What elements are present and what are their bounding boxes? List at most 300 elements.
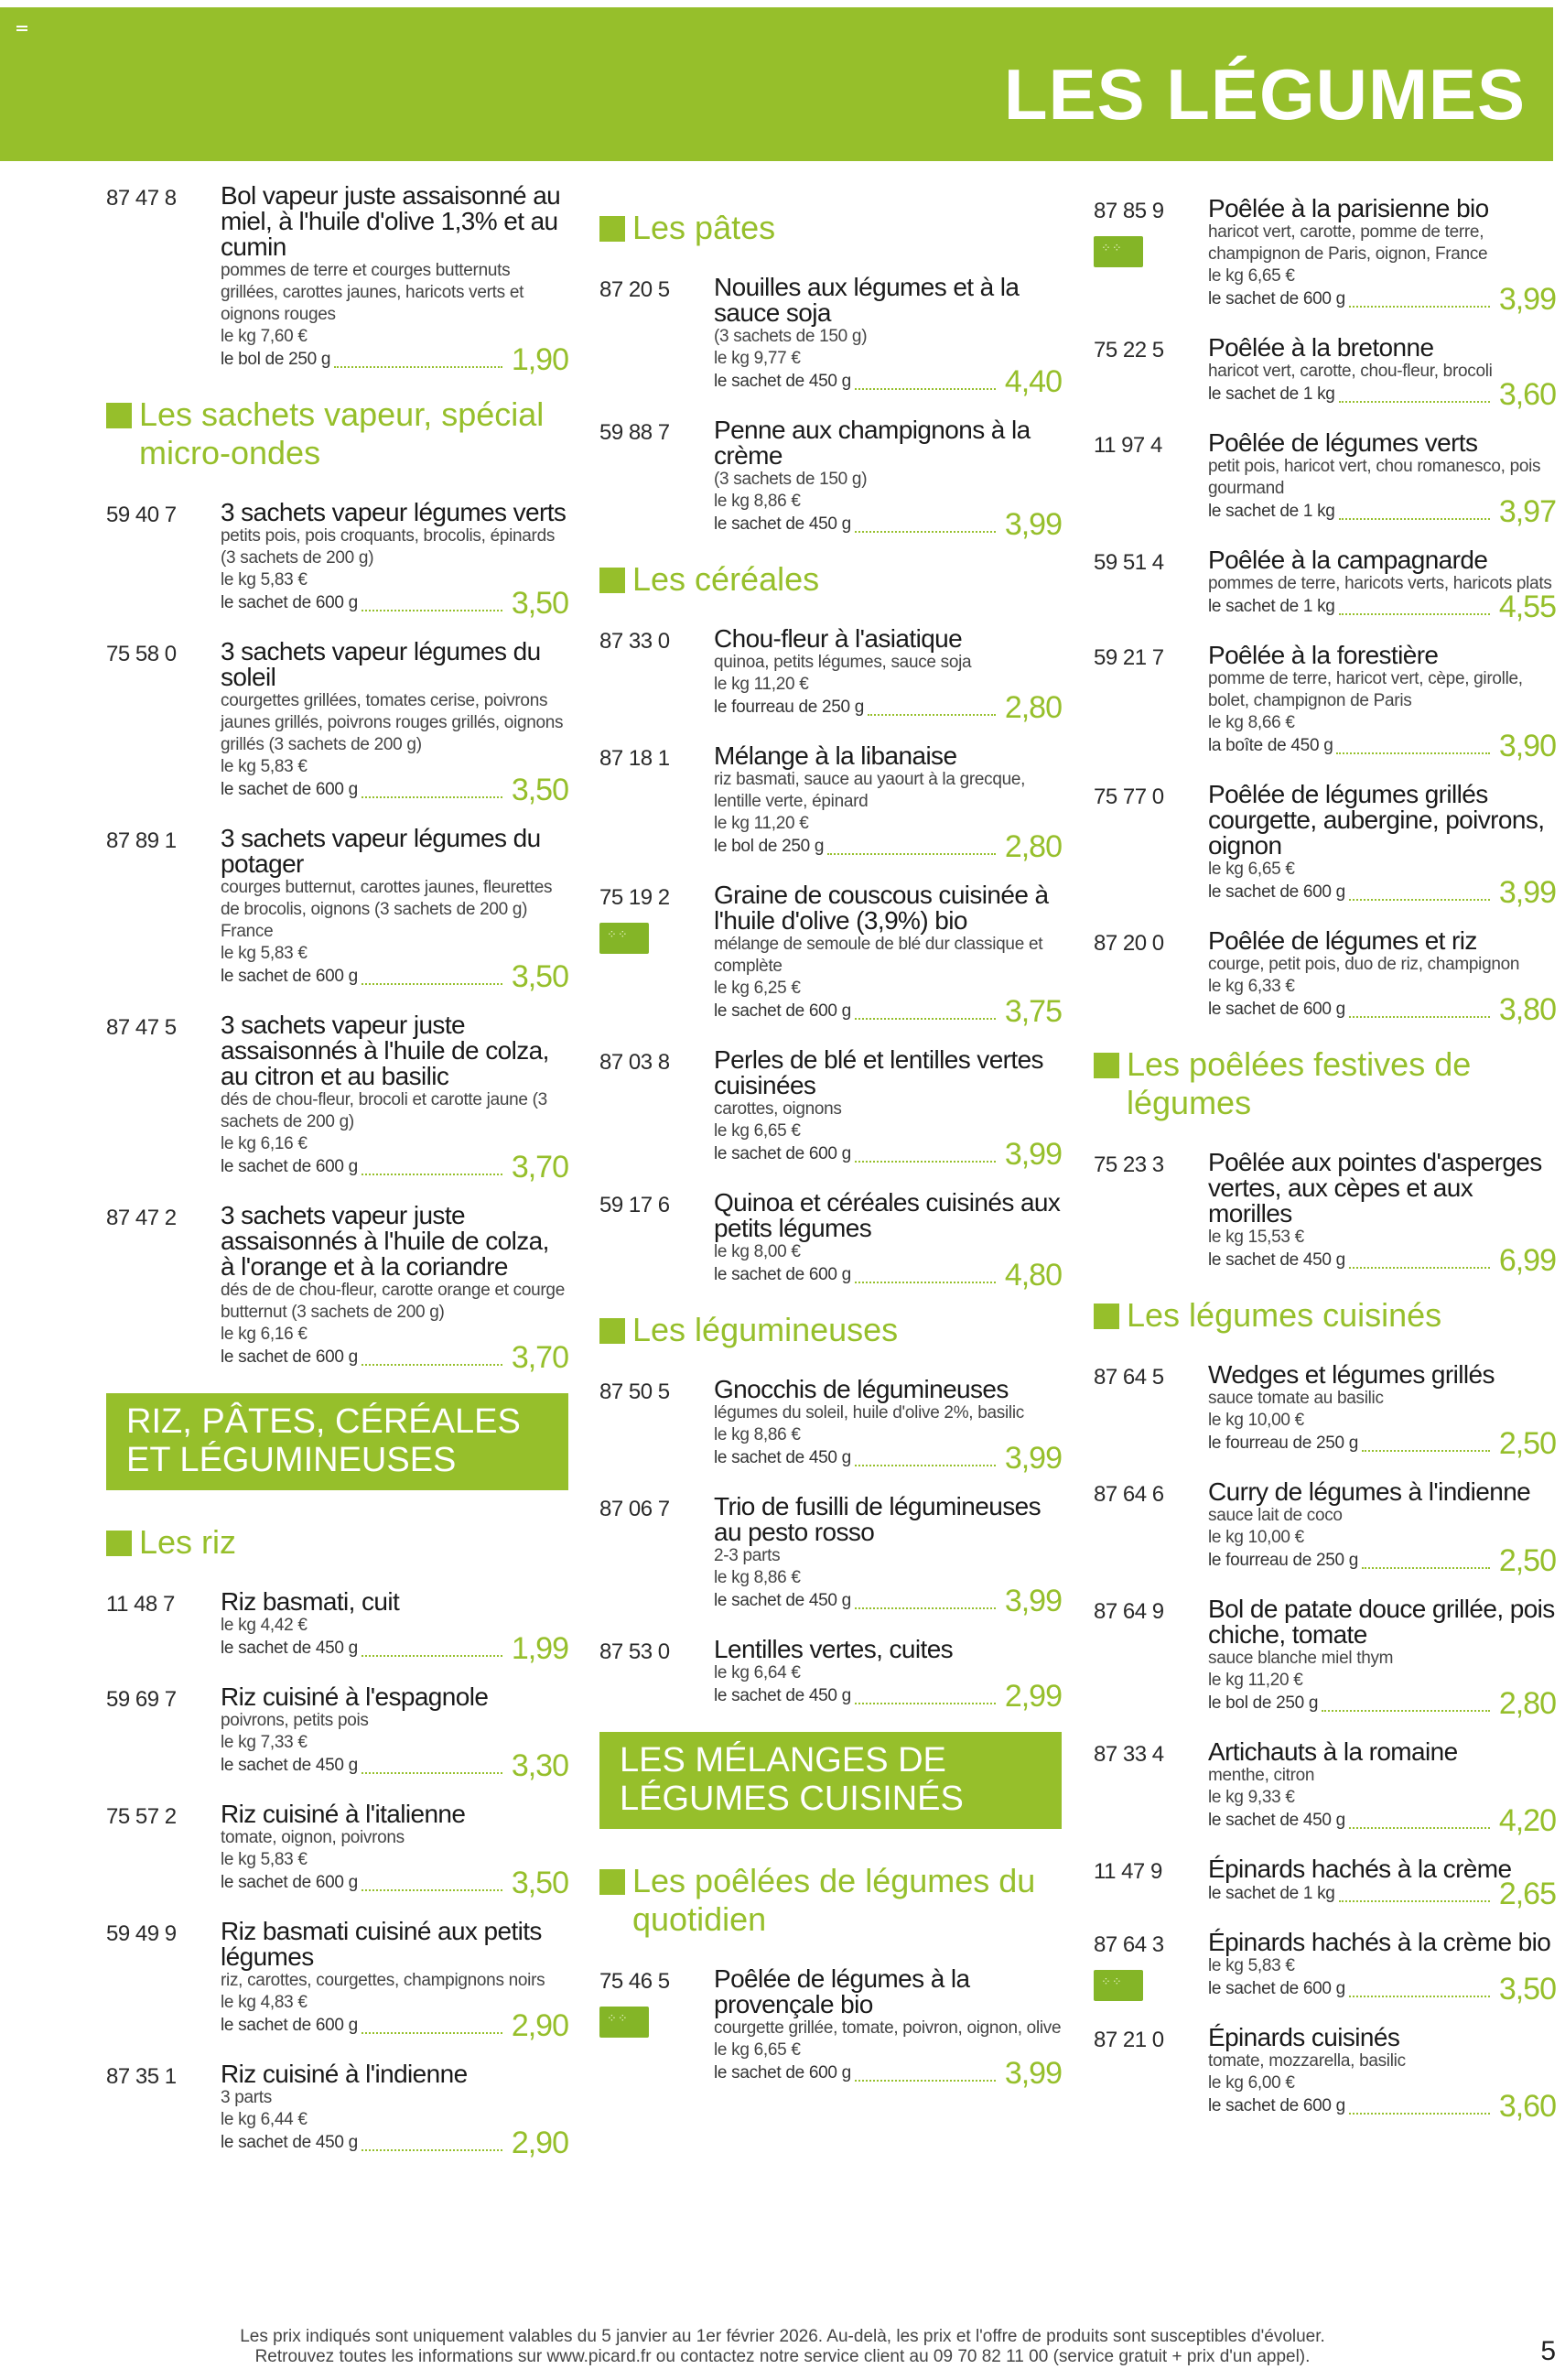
product-item <box>106 637 568 807</box>
price: 3,99 <box>1004 1441 1062 1476</box>
unit-label: le sachet de 600 g <box>221 1347 358 1367</box>
price: 4,80 <box>1004 1258 1062 1293</box>
price-line <box>714 1441 1062 1476</box>
price: 3,50 <box>1498 1972 1556 2007</box>
category-banner-melanges: LES MÉLANGES DE LÉGUMES CUISINÉS <box>599 1732 1062 1829</box>
product-code: 11 97 4 <box>1094 433 1162 458</box>
product-name: Penne aux champignons à la crème <box>714 416 1031 470</box>
price-line <box>221 1340 568 1375</box>
product-name: Graine de couscous cuisinée à l'huile d'olive (3,9%) bio <box>714 881 1049 935</box>
price-per-kg: le kg 11,20 € <box>1208 1671 1303 1690</box>
product-item <box>1094 641 1556 763</box>
product-item <box>599 1188 1062 1293</box>
price-line <box>1208 494 1556 529</box>
price-per-kg: le kg 7,60 € <box>221 327 308 346</box>
price-per-kg: le kg 10,00 € <box>1208 1411 1304 1430</box>
section-title: Les poêlées de légumes du quotidien <box>632 1862 1036 1938</box>
section-title: Les riz <box>139 1523 237 1561</box>
product-name: Poêlée à la campagnarde <box>1208 546 1488 574</box>
product-item <box>1094 1737 1556 1838</box>
product-name: Artichauts à la romaine <box>1208 1737 1458 1766</box>
product-item <box>106 824 568 994</box>
product-item <box>599 1964 1062 2091</box>
section-title: Les céréales <box>632 560 820 598</box>
unit-label: le sachet de 450 g <box>221 1639 358 1658</box>
footer-line-2: Retrouvez toutes les informations sur www.picard.fr ou contactez notre service client au 09 70 82 11 00 (service gratuit + prix d'un appel). <box>254 2347 1311 2366</box>
product-detail: tomate, mozzarella, basilic <box>1208 2051 1406 2071</box>
price-per-kg: le kg 11,20 € <box>714 675 809 694</box>
product-code: 87 64 3 <box>1094 1932 1164 1957</box>
product-item <box>1094 780 1556 910</box>
price-line <box>221 1150 568 1185</box>
section-legumineuses <box>599 1311 1062 1349</box>
unit-label: le sachet de 450 g <box>714 1591 851 1610</box>
product-name: Riz basmati, cuit <box>221 1587 400 1616</box>
price: 2,80 <box>1004 829 1062 864</box>
price: 3,90 <box>1498 729 1556 763</box>
section-bullet-icon <box>599 1869 625 1895</box>
price: 2,90 <box>511 2126 568 2160</box>
section-bullet-icon <box>1094 1053 1119 1078</box>
price: 3,70 <box>511 1150 568 1185</box>
price-line <box>221 342 568 377</box>
unit-label: le sachet de 600 g <box>1208 289 1345 308</box>
unit-label: le sachet de 600 g <box>221 593 358 612</box>
footer-line-1: Les prix indiqués sont uniquement valables du 5 janvier au 1er février 2026. Au-delà, les prix et l'offre de produits sont susceptibles d'évoluer. <box>240 2327 1325 2346</box>
product-item <box>106 2060 568 2160</box>
unit-label: le fourreau de 250 g <box>1208 1433 1359 1453</box>
price: 3,50 <box>511 586 568 621</box>
price-line <box>1208 1877 1556 1911</box>
price-line <box>1208 1426 1556 1461</box>
product-code: 75 22 5 <box>1094 338 1164 362</box>
price: 6,99 <box>1498 1243 1556 1278</box>
product-item <box>599 1635 1062 1714</box>
product-detail: légumes du soleil, huile d'olive 2%, basilic <box>714 1403 1024 1423</box>
price-per-kg: le kg 8,86 € <box>714 1425 801 1444</box>
product-name: Curry de légumes à l'indienne <box>1208 1477 1531 1506</box>
price-line <box>1208 2089 1556 2124</box>
product-detail: mélange de semoule de blé dur classique et complète <box>714 935 1043 976</box>
unit-label: le sachet de 450 g <box>221 2133 358 2152</box>
price: 3,60 <box>1498 2089 1556 2124</box>
product-name: Épinards hachés à la crème <box>1208 1855 1512 1883</box>
section-title: Les légumes cuisinés <box>1127 1296 1442 1334</box>
unit-label: le sachet de 600 g <box>221 2016 358 2035</box>
section-cereales <box>599 560 1062 599</box>
section-title: Les sachets vapeur, spécial micro-ondes <box>139 395 545 471</box>
product-item <box>599 1045 1062 1172</box>
product-code: 75 58 0 <box>106 642 177 666</box>
unit-label: le bol de 250 g <box>221 350 331 369</box>
product-detail: haricot vert, carotte, pomme de terre, champignon de Paris, oignon, France <box>1208 222 1488 264</box>
product-code: 87 35 1 <box>106 2064 177 2089</box>
product-name: Poêlée de légumes à la provençale bio <box>714 1964 970 2018</box>
product-name: Wedges et légumes grillés <box>1208 1360 1495 1389</box>
product-item <box>1094 1360 1556 1461</box>
product-code: 87 47 2 <box>106 1206 177 1230</box>
unit-label: le sachet de 600 g <box>714 2063 851 2082</box>
product-item <box>106 1011 568 1185</box>
price-line <box>1208 1686 1556 1721</box>
price-per-kg: le kg 9,33 € <box>1208 1788 1295 1807</box>
section-bullet-icon <box>106 1531 132 1556</box>
product-detail: courges butternut, carottes jaunes, fleurettes de brocolis, oignons (3 sachets de 200 g) France <box>221 878 553 941</box>
category-banner-riz: RIZ, PÂTES, CÉRÉALES ET LÉGUMINEUSES <box>106 1393 568 1490</box>
product-code: 59 17 6 <box>599 1193 670 1217</box>
price-line <box>221 1631 568 1666</box>
price: 4,55 <box>1498 590 1556 624</box>
section-bullet-icon <box>106 403 132 428</box>
product-detail: (3 sachets de 150 g) <box>714 470 868 489</box>
price: 3,99 <box>1004 2056 1062 2091</box>
price-per-kg: le kg 6,65 € <box>1208 266 1295 286</box>
product-item <box>599 1492 1062 1618</box>
product-detail: sauce blanche miel thym <box>1208 1649 1394 1668</box>
product-detail: courgette grillée, tomate, poivron, oignon, olive <box>714 2018 1062 2038</box>
product-code: 87 47 5 <box>106 1015 177 1040</box>
product-code: 59 49 9 <box>106 1921 177 1946</box>
unit-label: le sachet de 1 kg <box>1208 502 1335 521</box>
price: 3,97 <box>1498 494 1556 529</box>
price: 3,99 <box>1004 1584 1062 1618</box>
price-per-kg: le kg 6,64 € <box>714 1663 801 1682</box>
product-code: 87 64 9 <box>1094 1599 1164 1624</box>
price-line <box>1208 282 1556 317</box>
product-item <box>1094 194 1556 317</box>
price-per-kg: le kg 15,53 € <box>1208 1228 1304 1247</box>
product-code: 87 50 5 <box>599 1379 670 1404</box>
price: 3,99 <box>1498 875 1556 910</box>
unit-label: le sachet de 1 kg <box>1208 1884 1335 1903</box>
product-code: 87 21 0 <box>1094 2028 1164 2052</box>
product-detail: dés de chou-fleur, brocoli et carotte jaune (3 sachets de 200 g) <box>221 1090 547 1131</box>
price-per-kg: le kg 8,86 € <box>714 492 801 511</box>
product-detail: riz, carottes, courgettes, champignons noirs <box>221 1971 545 1990</box>
product-detail: quinoa, petits légumes, sauce soja <box>714 653 972 672</box>
product-name: Riz cuisiné à l'indienne <box>221 2060 468 2088</box>
section-poelees-festives <box>1094 1045 1556 1122</box>
price: 3,99 <box>1498 282 1556 317</box>
section-legumes-cuisines <box>1094 1296 1556 1335</box>
section-riz <box>106 1523 568 1562</box>
product-name: Trio de fusilli de légumineuses au pesto rosso <box>714 1492 1041 1546</box>
footer-legal <box>0 2327 1565 2367</box>
unit-label: le bol de 250 g <box>1208 1693 1319 1713</box>
product-code: 87 85 9 <box>1094 199 1164 223</box>
product-name: Poêlée à la forestière <box>1208 641 1439 669</box>
product-code: 59 69 7 <box>106 1687 177 1712</box>
price-per-kg: le kg 5,83 € <box>221 570 308 590</box>
product-name: Épinards hachés à la crème bio <box>1208 1928 1551 1956</box>
unit-label: le bol de 250 g <box>714 837 825 856</box>
unit-label: le sachet de 600 g <box>221 1873 358 1892</box>
price-line <box>714 507 1062 542</box>
product-detail: petits pois, pois croquants, brocolis, épinards (3 sachets de 200 g) <box>221 526 556 568</box>
unit-label: le sachet de 600 g <box>1208 1000 1345 1019</box>
product-item <box>106 1201 568 1375</box>
price: 2,90 <box>511 2008 568 2043</box>
price-line <box>1208 729 1556 763</box>
product-item <box>1094 333 1556 412</box>
price-line <box>714 829 1062 864</box>
unit-label: le fourreau de 250 g <box>714 698 865 717</box>
product-code: 11 48 7 <box>106 1592 175 1617</box>
price-per-kg: le kg 5,83 € <box>221 757 308 776</box>
unit-label: le sachet de 1 kg <box>1208 597 1335 616</box>
price-per-kg: le kg 10,00 € <box>1208 1528 1304 1547</box>
product-code: 87 47 8 <box>106 186 177 211</box>
price-line <box>221 1866 568 1900</box>
price-line <box>221 773 568 807</box>
price-per-kg: le kg 9,77 € <box>714 349 801 368</box>
product-item <box>599 624 1062 725</box>
product-name: Riz cuisiné à l'italienne <box>221 1800 466 1828</box>
price-per-kg: le kg 6,65 € <box>714 2040 801 2060</box>
product-item <box>1094 1477 1556 1578</box>
price: 2,50 <box>1498 1543 1556 1578</box>
bio-label-icon: ⁘⁘ <box>1094 1970 1143 2001</box>
price-per-kg: le kg 7,33 € <box>221 1733 308 1752</box>
section-title: Les pâtes <box>632 209 776 246</box>
unit-label: le sachet de 450 g <box>1208 1811 1345 1830</box>
price-line <box>714 2056 1062 2091</box>
product-name: Gnocchis de légumineuses <box>714 1375 1009 1403</box>
product-code: 59 21 7 <box>1094 645 1164 670</box>
price-line <box>714 1584 1062 1618</box>
price-line <box>1208 992 1556 1027</box>
product-item <box>106 1682 568 1783</box>
product-code: 75 77 0 <box>1094 784 1164 809</box>
product-name: Épinards cuisinés <box>1208 2023 1400 2051</box>
price: 2,80 <box>1004 690 1062 725</box>
unit-label: le sachet de 600 g <box>221 1157 358 1176</box>
unit-label: le sachet de 600 g <box>221 780 358 799</box>
bio-label-icon: ⁘⁘ <box>1094 236 1143 267</box>
product-name: 3 sachets vapeur légumes du soleil <box>221 637 541 691</box>
price-per-kg: le kg 4,42 € <box>221 1616 308 1635</box>
unit-label: le sachet de 600 g <box>1208 2096 1345 2115</box>
price: 2,65 <box>1498 1877 1556 1911</box>
price-per-kg: le kg 8,66 € <box>1208 713 1295 732</box>
price-per-kg: le kg 6,65 € <box>1208 860 1295 879</box>
product-item <box>599 416 1062 542</box>
product-item <box>1094 1595 1556 1721</box>
price-line <box>1208 1243 1556 1278</box>
product-code: 87 53 0 <box>599 1639 670 1664</box>
price-line <box>1208 590 1556 624</box>
product-item <box>599 1375 1062 1476</box>
section-pates <box>599 209 1062 247</box>
price-line <box>714 690 1062 725</box>
product-name: Chou-fleur à l'asiatique <box>714 624 963 653</box>
section-poelees-quotidien <box>599 1862 1062 1939</box>
product-code: 75 19 2 <box>599 885 670 910</box>
price-line <box>221 586 568 621</box>
product-detail: petit pois, haricot vert, chou romanesco, pois gourmand <box>1208 457 1541 498</box>
product-item <box>106 1587 568 1666</box>
product-detail: (3 sachets de 150 g) <box>714 327 868 346</box>
product-detail: dés de de chou-fleur, carotte orange et courge butternut (3 sachets de 200 g) <box>221 1281 565 1322</box>
price: 3,50 <box>511 1866 568 1900</box>
product-item <box>1094 926 1556 1027</box>
section-bullet-icon <box>599 568 625 593</box>
unit-label: le sachet de 600 g <box>221 967 358 986</box>
price: 3,50 <box>511 773 568 807</box>
unit-label: le sachet de 600 g <box>714 1001 851 1021</box>
bio-label-icon: ⁘⁘ <box>599 923 649 954</box>
price: 3,50 <box>511 959 568 994</box>
product-detail: menthe, citron <box>1208 1766 1315 1785</box>
price-per-kg: le kg 11,20 € <box>714 814 809 833</box>
product-name: Bol vapeur juste assaisonné au miel, à l'huile d'olive 1,3% et au cumin <box>221 181 561 261</box>
price-per-kg: le kg 8,00 € <box>714 1242 801 1261</box>
price: 2,50 <box>1498 1426 1556 1461</box>
price: 3,30 <box>511 1748 568 1783</box>
product-name: Mélange à la libanaise <box>714 741 957 770</box>
product-name: 3 sachets vapeur légumes verts <box>221 498 567 526</box>
price-per-kg: le kg 6,00 € <box>1208 2073 1295 2093</box>
product-item <box>106 1917 568 2043</box>
section-sachets-vapeur <box>106 395 568 472</box>
product-code: 87 03 8 <box>599 1050 670 1075</box>
product-name: 3 sachets vapeur juste assaisonnés à l'huile de colza, à l'orange et à la coriandre <box>221 1201 549 1281</box>
product-code: 75 46 5 <box>599 1969 670 1994</box>
price-per-kg: le kg 6,25 € <box>714 979 801 998</box>
price-line <box>1208 1803 1556 1838</box>
page-number: 5 <box>1540 2336 1556 2366</box>
product-code: 75 57 2 <box>106 1804 177 1829</box>
price: 3,99 <box>1004 1137 1062 1172</box>
price: 3,70 <box>511 1340 568 1375</box>
product-name: Lentilles vertes, cuites <box>714 1635 954 1663</box>
price-line <box>714 364 1062 399</box>
product-detail: poivrons, petits pois <box>221 1711 369 1730</box>
price-line <box>714 1137 1062 1172</box>
unit-label: le sachet de 600 g <box>714 1144 851 1163</box>
product-detail: pommes de terre, haricots verts, haricots plats <box>1208 574 1552 593</box>
product-detail: carottes, oignons <box>714 1099 842 1119</box>
bio-label-icon: ⁘⁘ <box>599 2007 649 2038</box>
price: 2,80 <box>1498 1686 1556 1721</box>
product-code: 11 47 9 <box>1094 1859 1162 1884</box>
price-line <box>221 2008 568 2043</box>
price: 3,75 <box>1004 994 1062 1029</box>
price-per-kg: le kg 5,83 € <box>1208 1956 1295 1975</box>
price: 4,40 <box>1004 364 1062 399</box>
unit-label: le sachet de 600 g <box>1208 1979 1345 1998</box>
unit-label: le sachet de 450 g <box>1208 1250 1345 1270</box>
product-name: Poêlée de légumes et riz <box>1208 926 1477 955</box>
price: 3,99 <box>1004 507 1062 542</box>
product-item <box>1094 1928 1556 2007</box>
price-line <box>714 1258 1062 1293</box>
unit-label: le fourreau de 250 g <box>1208 1551 1359 1570</box>
product-code: 87 20 5 <box>599 277 670 302</box>
product-name: 3 sachets vapeur légumes du potager <box>221 824 541 878</box>
price-per-kg: le kg 5,83 € <box>221 944 308 963</box>
product-detail: pommes de terre et courges butternuts grillées, carottes jaunes, haricots verts et oignons rouges <box>221 261 524 324</box>
price-line <box>1208 1543 1556 1578</box>
price-line <box>221 2126 568 2160</box>
price-per-kg: le kg 8,86 € <box>714 1568 801 1587</box>
price-line <box>221 1748 568 1783</box>
unit-label: le sachet de 1 kg <box>1208 384 1335 404</box>
price: 3,60 <box>1498 377 1556 412</box>
price: 2,99 <box>1004 1679 1062 1714</box>
product-item <box>1094 1148 1556 1278</box>
product-code: 59 40 7 <box>106 503 177 527</box>
menu-icon[interactable] <box>16 26 27 33</box>
product-code: 87 06 7 <box>599 1497 670 1521</box>
column-1 <box>106 183 568 2179</box>
section-title: Les légumineuses <box>632 1311 899 1348</box>
price-line <box>221 959 568 994</box>
price-line <box>1208 875 1556 910</box>
product-item <box>1094 2023 1556 2124</box>
price: 1,99 <box>511 1631 568 1666</box>
price-per-kg: le kg 6,44 € <box>221 2110 308 2129</box>
product-item <box>599 741 1062 864</box>
price-line <box>714 994 1062 1029</box>
price-line <box>1208 377 1556 412</box>
product-name: Riz basmati cuisiné aux petits légumes <box>221 1917 542 1971</box>
price: 1,90 <box>511 342 568 377</box>
section-bullet-icon <box>1094 1304 1119 1329</box>
product-item <box>106 498 568 621</box>
section-bullet-icon <box>599 1318 625 1344</box>
product-name: Poêlée de légumes verts <box>1208 428 1478 457</box>
product-detail: riz basmati, sauce au yaourt à la grecque, lentille verte, épinard <box>714 770 1026 811</box>
unit-label: le sachet de 450 g <box>714 514 851 534</box>
product-detail: 3 parts <box>221 2088 272 2107</box>
price-per-kg: le kg 6,16 € <box>221 1134 308 1153</box>
product-name: Bol de patate douce grillée, pois chiche, tomate <box>1208 1595 1555 1649</box>
price: 3,80 <box>1498 992 1556 1027</box>
price: 4,20 <box>1498 1803 1556 1838</box>
product-detail: pomme de terre, haricot vert, cèpe, girolle, bolet, champignon de Paris <box>1208 669 1523 710</box>
product-code: 87 20 0 <box>1094 931 1164 956</box>
product-detail: tomate, oignon, poivrons <box>221 1828 405 1847</box>
product-item <box>106 1800 568 1900</box>
product-code: 59 88 7 <box>599 420 670 445</box>
page-title: LES LÉGUMES <box>1003 54 1526 135</box>
product-name: Poêlée à la parisienne bio <box>1208 194 1489 222</box>
product-name: Poêlée de légumes grillés courgette, aubergine, poivrons, oignon <box>1208 780 1545 860</box>
unit-label: la boîte de 450 g <box>1208 736 1333 755</box>
price-line <box>1208 1972 1556 2007</box>
product-code: 87 89 1 <box>106 828 177 853</box>
column-3 <box>1094 196 1556 2142</box>
product-name: Poêlée à la bretonne <box>1208 333 1434 362</box>
product-detail: haricot vert, carotte, chou-fleur, brocoli <box>1208 362 1493 381</box>
price-per-kg: le kg 6,33 € <box>1208 977 1295 996</box>
product-item <box>1094 1855 1556 1911</box>
product-name: Quinoa et céréales cuisinés aux petits légumes <box>714 1188 1061 1242</box>
product-detail: sauce tomate au basilic <box>1208 1389 1384 1408</box>
product-name: 3 sachets vapeur juste assaisonnés à l'huile de colza, au citron et au basilic <box>221 1011 549 1090</box>
unit-label: le sachet de 600 g <box>714 1265 851 1284</box>
unit-label: le sachet de 450 g <box>221 1756 358 1775</box>
product-name: Poêlée aux pointes d'asperges vertes, aux cèpes et aux morilles <box>1208 1148 1542 1228</box>
product-name: Perles de blé et lentilles vertes cuisinées <box>714 1045 1043 1099</box>
product-code: 87 18 1 <box>599 746 670 771</box>
product-detail: courge, petit pois, duo de riz, champignon <box>1208 955 1520 974</box>
unit-label: le sachet de 450 g <box>714 1448 851 1467</box>
product-detail: sauce lait de coco <box>1208 1506 1343 1525</box>
product-code: 59 51 4 <box>1094 550 1164 575</box>
product-detail: 2-3 parts <box>714 1546 781 1565</box>
